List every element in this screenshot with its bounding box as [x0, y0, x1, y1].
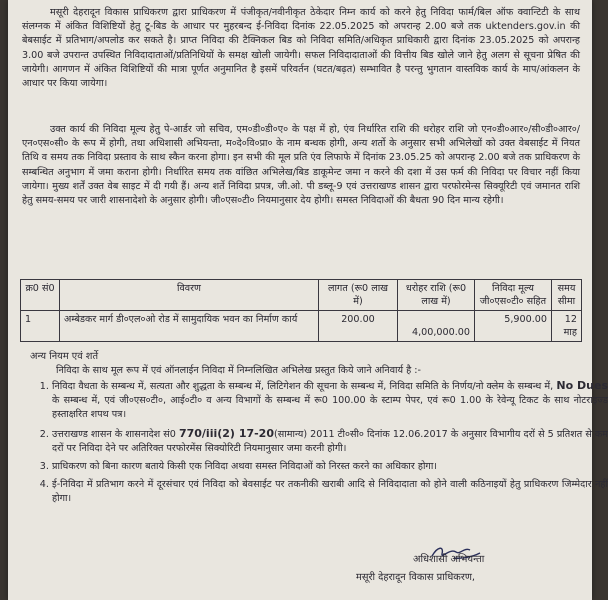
notice-page: [8, 0, 608, 600]
rules-list: [22, 379, 608, 511]
rules-intro: निविदा के साथ मूल रूप में एवं ऑनलाईन निविदा में निम्नलिखित अभिलेख प्रस्तुत किये जाने अनिवार्य है :-: [56, 365, 421, 376]
notice-paragraph-1: मसूरी देहरादून विकास प्राधिकरण द्वारा प्राधिकरण में पंजीकृत/नवीनीकृत ठेकेदार निम्न कार्य को करने हेतु निविदा फार्म/बिल ऑफ क्वान्टिटी के साथ संलग्नक में अंकित विशिष्टियों हेतु टू-बिड के आधार पर मुहरबन्द ई-निविदा दिनांक 22.05.2025 को अपरान्ह 2.00 बजे तक uktenders.gov.in की बेबसाईट में प्रतिभाग/अपलोड कर सकते है। प्राप्त निविदा की टैक्निकल बिड को निविदा समिति/अधिकृत प्राधिकारी द्वारा दिनांक 23.05.2025 को अपरान्ह 3.00 बजे उपरान्त उपस्थित निविदादाताओं/प्रतिनिधियों के समक्ष खोली जायेगी। सफल निविदादाताओं की वित्तीय बिड खोले जाने हेतु अलग से सूचना प्रेषित की जायेगी। आगणन में अंकित विशिष्टियों की मात्रा पूर्णत अनुमानित है इसमें परिवर्तन (घटत/बढ़त) सम्भावित है परन्तु भुगतान वास्तविक कार्य के माप/आंकलन के आधार पर किया जायेगा।: [22, 7, 580, 90]
rules-title: अन्य नियम एवं शर्ते: [30, 351, 99, 362]
cell-time: 12 माह: [552, 311, 582, 342]
header-fee: निविदा मूल्य जी०एस०टी० सहित: [475, 280, 552, 311]
rule-1-no-dues: No Dues: [556, 379, 608, 392]
cell-sno: 1: [21, 311, 60, 342]
rule-2-order-number: 770/iii(2) 17-20: [178, 426, 274, 440]
notice-paragraph-2: उक्त कार्य की निविदा मूल्य हेतु पे-आर्डर जो सचिव, एम०डी०डी०ए० के पक्ष में हो, एंव निर्धारित राशि की धरोहर राशि जो एन०डी०आर०/सी०डी०आर०/एन०एस०सी० के रूप में होगी, तथा अधिशासी अभियन्ता, म०दे०वि०प्रा० के नाम बन्धक होगी, अन्य शर्तो के अनुसार सभी अभिलेखों को उक्त वेबसाईट में नियत तिथि व समय तक निविदा प्रस्ताव के साथ स्कैन करना होगा। इन सभी की मूल प्रति एंव लिफाफे में दिनांक 23.05.25 को अपरान्ह 2.00 बजे तक प्राधिकरण के सम्बन्धित अनुभाग में जमा कराना होगी। निर्धारित समय तक वांछित अभिलेख/बिड डाकूमेन्ट जमा न करने की दशा में उस फर्म की निविदा पर विचार नहीं किया जायेगा। मुख्य शर्तें उक्त वेब साइट में दी गयी हैं। अन्य शर्ते निविदा प्रपत्र, जी.ओ. पी डब्लू-9 एवं उत्तराखण्ड शासन द्वारा परफोरमेन्स सिक्यूरिटी एवं जमानत राशि हेतु समय-समय पर जारी शासनादेशो के अनुसार होगी। जी०एस०टी० नियमानुसार देय होगी। समस्त निविदाओं की बैधता 90 दिन मान्य रहेगी।: [22, 124, 580, 207]
tender-table: [20, 279, 582, 342]
header-time: समय सीमा: [552, 280, 582, 311]
table-header-row: [21, 280, 582, 311]
signature-office: मसूरी देहरादून विकास प्राधिकरण,: [356, 572, 476, 583]
rule-2-text-b: (सामान्य) 2011 टी०सी० दिनांक 12.06.2017 के अनुसार विभागीय दरों से 5 प्रतिशत से कम दरों पर निविदा देने पर अतिरिक्त परफोरमेंस सिक्योरिटी नियमानुसार जमा करनी होगी।: [52, 428, 608, 454]
header-sno: क्र0 सं0: [21, 280, 60, 311]
header-cost: लागत (रू0 लाख में): [319, 280, 398, 311]
rule-item-3: 3. प्राधिकरण को बिना कारण बताये किसी एक निविदा अथवा समस्त निविदाओं को निरस्त करने का अधिकार होगा।: [52, 460, 608, 474]
header-description: विवरण: [60, 280, 319, 311]
table-row: [21, 311, 582, 342]
header-emd: धरोहर राशि (रू0 लाख में): [398, 280, 475, 311]
rule-1-text-a: निविदा वैधता के सम्बन्ध में, सत्यता और शुद्धता के सम्बन्ध में, लिटिगेशन की सूचना के सम्बन्ध में, निविदा समिति के निर्णय/नो क्लेम के सम्बन्ध में,: [52, 381, 554, 392]
rule-item-4: 4. ई-निविदा में प्रतिभाग करने में दूरसंचार एवं निविदा को बेवसाईट पर तकनीकी खराबी आदि से निविदादाता को होने वाली कठिनाइयों हेतु प्राधिकरण जिम्मेदार नहीं होगा।: [52, 478, 608, 506]
rule-item-2: [52, 427, 608, 456]
cell-cost: 200.00: [319, 311, 398, 342]
signature-designation: अधिशासी अभियन्ता: [413, 554, 485, 565]
rule-2-text-a: उत्तराखण्ड शासन के शासनादेश सं0: [52, 428, 176, 440]
cell-fee: 5,900.00: [475, 311, 552, 342]
rule-item-1: [52, 379, 608, 423]
rule-1-text-b: के सम्बन्ध में, एवं जी०एस०टी०, आई०टी० व अन्य विभागों के सम्बन्ध में रू0 100.00 के स्टाम्प पेपर, एवं रू0 1.00 के रेवेन्यू टिकट के साथ नोटराइज्ड हस्ताक्षरित शपथ पत्र।: [52, 395, 608, 421]
cell-emd: 4,00,000.00: [398, 311, 475, 342]
cell-description: अम्बेडकर मार्ग डी०एल०ओ रोड में सामुदायिक भवन का निर्माण कार्य: [60, 311, 319, 342]
